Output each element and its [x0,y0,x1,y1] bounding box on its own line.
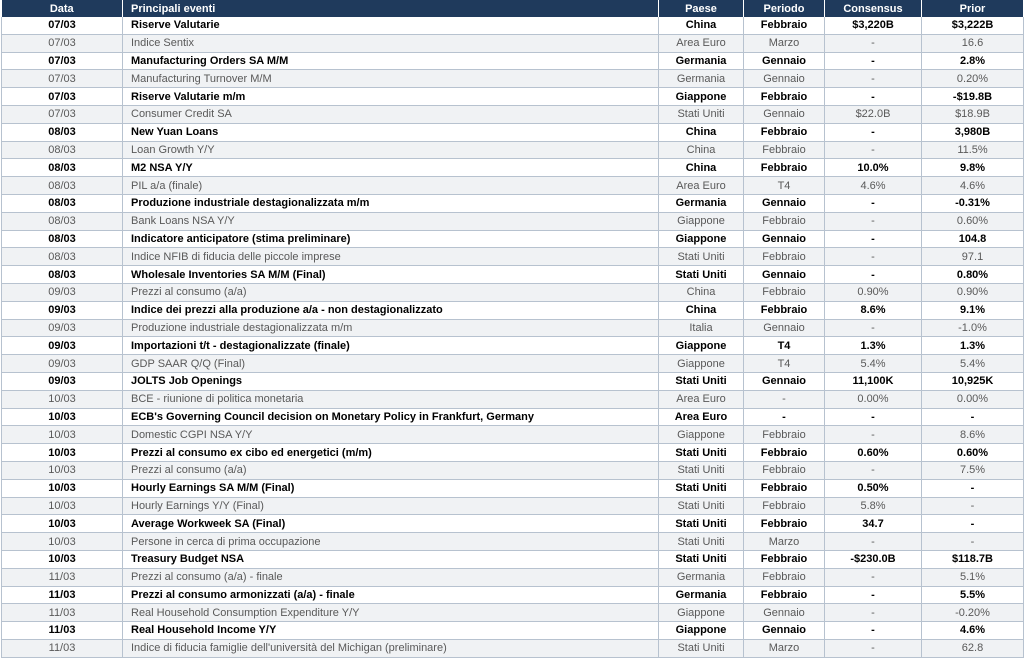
cell-period: Febbraio [744,497,825,515]
cell-event: GDP SAAR Q/Q (Final) [123,355,659,373]
cell-prior: 62.8 [922,639,1024,657]
cell-consensus: - [825,266,922,284]
cell-consensus: - [825,123,922,141]
cell-date: 10/03 [2,390,123,408]
cell-country: Area Euro [659,390,744,408]
cell-date: 07/03 [2,88,123,106]
cell-country: Stati Uniti [659,248,744,266]
cell-country: Stati Uniti [659,479,744,497]
cell-consensus: - [825,70,922,88]
table-row [2,426,1024,444]
cell-consensus: 0.60% [825,444,922,462]
cell-event: Manufacturing Turnover M/M [123,70,659,88]
cell-prior: - [922,408,1024,426]
cell-event: PIL a/a (finale) [123,177,659,195]
cell-event: Importazioni t/t - destagionalizzate (finale) [123,337,659,355]
cell-prior: -0.31% [922,194,1024,212]
cell-event: Consumer Credit SA [123,105,659,123]
header-period: Periodo [744,0,825,17]
cell-period: Febbraio [744,550,825,568]
cell-consensus: - [825,248,922,266]
cell-event: Loan Growth Y/Y [123,141,659,159]
cell-consensus: - [825,212,922,230]
cell-consensus: 0.00% [825,390,922,408]
table-row [2,622,1024,640]
cell-prior: 4.6% [922,622,1024,640]
cell-period: Febbraio [744,17,825,34]
cell-consensus: - [825,586,922,604]
cell-event: Real Household Income Y/Y [123,622,659,640]
cell-consensus: 0.50% [825,479,922,497]
cell-date: 08/03 [2,230,123,248]
cell-prior: -0.20% [922,604,1024,622]
table-row [2,639,1024,657]
cell-event: Indice Sentix [123,34,659,52]
cell-prior: 0.60% [922,212,1024,230]
table-row [2,461,1024,479]
cell-period: Gennaio [744,266,825,284]
cell-country: Area Euro [659,34,744,52]
header-country: Paese [659,0,744,17]
cell-consensus: - [825,622,922,640]
cell-date: 10/03 [2,444,123,462]
cell-event: Domestic CGPI NSA Y/Y [123,426,659,444]
cell-prior: -$19.8B [922,88,1024,106]
cell-consensus: - [825,52,922,70]
cell-consensus: 1.3% [825,337,922,355]
cell-period: T4 [744,355,825,373]
cell-period: Gennaio [744,230,825,248]
table-row [2,177,1024,195]
cell-consensus: - [825,34,922,52]
cell-period: Febbraio [744,301,825,319]
cell-event: Indice NFIB di fiducia delle piccole imprese [123,248,659,266]
cell-event: New Yuan Loans [123,123,659,141]
cell-date: 09/03 [2,319,123,337]
cell-prior: 0.60% [922,444,1024,462]
cell-event: Prezzi al consumo (a/a) - finale [123,568,659,586]
cell-consensus: - [825,194,922,212]
cell-event: BCE - riunione di politica monetaria [123,390,659,408]
cell-event: Prezzi al consumo (a/a) [123,283,659,301]
cell-event: Real Household Consumption Expenditure Y/Y [123,604,659,622]
table-row [2,550,1024,568]
cell-period: Febbraio [744,159,825,177]
economic-calendar-table [1,0,1024,658]
cell-period: Gennaio [744,319,825,337]
cell-prior: 104.8 [922,230,1024,248]
cell-prior: 5.4% [922,355,1024,373]
cell-date: 11/03 [2,604,123,622]
cell-prior: 9.1% [922,301,1024,319]
cell-period: - [744,408,825,426]
cell-event: Produzione industriale destagionalizzata m/m [123,319,659,337]
cell-period: Febbraio [744,568,825,586]
table-row [2,444,1024,462]
cell-date: 11/03 [2,622,123,640]
table-row [2,212,1024,230]
cell-date: 08/03 [2,123,123,141]
cell-prior: 10,925K [922,372,1024,390]
cell-period: Gennaio [744,604,825,622]
table-row [2,105,1024,123]
cell-consensus: - [825,533,922,551]
table-row [2,266,1024,284]
cell-country: Giappone [659,212,744,230]
cell-consensus: - [825,408,922,426]
cell-date: 08/03 [2,159,123,177]
table-row [2,515,1024,533]
table-row [2,390,1024,408]
cell-consensus: 0.90% [825,283,922,301]
cell-period: - [744,390,825,408]
cell-prior: 5.1% [922,568,1024,586]
cell-country: Germania [659,52,744,70]
cell-prior: - [922,515,1024,533]
cell-period: Marzo [744,34,825,52]
cell-prior: $118.7B [922,550,1024,568]
cell-period: Marzo [744,639,825,657]
cell-prior: 0.20% [922,70,1024,88]
table-row [2,301,1024,319]
table-row [2,283,1024,301]
cell-country: China [659,283,744,301]
cell-consensus: - [825,426,922,444]
cell-period: Gennaio [744,372,825,390]
cell-event: M2 NSA Y/Y [123,159,659,177]
cell-consensus: 34.7 [825,515,922,533]
table-row [2,372,1024,390]
cell-country: Area Euro [659,408,744,426]
cell-event: Manufacturing Orders SA M/M [123,52,659,70]
cell-country: Stati Uniti [659,497,744,515]
cell-date: 10/03 [2,515,123,533]
cell-consensus: - [825,141,922,159]
cell-event: Bank Loans NSA Y/Y [123,212,659,230]
cell-country: Giappone [659,426,744,444]
cell-date: 09/03 [2,372,123,390]
cell-event: Riserve Valutarie [123,17,659,34]
cell-country: Giappone [659,88,744,106]
cell-period: Febbraio [744,586,825,604]
cell-period: T4 [744,177,825,195]
cell-consensus: 10.0% [825,159,922,177]
cell-country: Area Euro [659,177,744,195]
table-row [2,17,1024,34]
table-row [2,230,1024,248]
cell-country: Giappone [659,355,744,373]
table-row [2,123,1024,141]
cell-period: T4 [744,337,825,355]
cell-period: Febbraio [744,444,825,462]
table-row [2,248,1024,266]
cell-country: Stati Uniti [659,515,744,533]
cell-event: Hourly Earnings Y/Y (Final) [123,497,659,515]
cell-consensus: -$230.0B [825,550,922,568]
cell-event: Prezzi al consumo armonizzati (a/a) - finale [123,586,659,604]
header-date: Data [2,0,123,17]
cell-consensus: 4.6% [825,177,922,195]
cell-event: Prezzi al consumo ex cibo ed energetici (m/m) [123,444,659,462]
header-row [2,0,1024,17]
cell-event: JOLTS Job Openings [123,372,659,390]
table-row [2,479,1024,497]
cell-date: 08/03 [2,266,123,284]
cell-consensus: - [825,461,922,479]
cell-date: 10/03 [2,408,123,426]
cell-period: Gennaio [744,194,825,212]
cell-country: Stati Uniti [659,105,744,123]
cell-prior: 1.3% [922,337,1024,355]
cell-prior: 8.6% [922,426,1024,444]
table-row [2,319,1024,337]
cell-event: Produzione industriale destagionalizzata m/m [123,194,659,212]
table-row [2,497,1024,515]
cell-event: Indicatore anticipatore (stima preliminare) [123,230,659,248]
cell-country: Stati Uniti [659,444,744,462]
cell-period: Gennaio [744,52,825,70]
header-event: Principali eventi [123,0,659,17]
cell-date: 11/03 [2,639,123,657]
cell-prior: 2.8% [922,52,1024,70]
cell-prior: 5.5% [922,586,1024,604]
cell-country: Germania [659,586,744,604]
cell-period: Febbraio [744,515,825,533]
cell-country: Germania [659,194,744,212]
cell-event: Riserve Valutarie m/m [123,88,659,106]
header-prior: Prior [922,0,1024,17]
cell-country: China [659,301,744,319]
cell-consensus: $22.0B [825,105,922,123]
table-row [2,34,1024,52]
cell-date: 07/03 [2,52,123,70]
cell-prior: 0.90% [922,283,1024,301]
cell-country: Giappone [659,230,744,248]
cell-country: Giappone [659,622,744,640]
cell-period: Gennaio [744,622,825,640]
cell-date: 09/03 [2,337,123,355]
cell-date: 07/03 [2,70,123,88]
cell-consensus: - [825,639,922,657]
cell-date: 07/03 [2,105,123,123]
cell-country: China [659,123,744,141]
cell-event: Prezzi al consumo (a/a) [123,461,659,479]
cell-prior: 9.8% [922,159,1024,177]
cell-consensus: - [825,568,922,586]
cell-period: Febbraio [744,461,825,479]
cell-prior: 3,980B [922,123,1024,141]
cell-consensus: - [825,319,922,337]
table-row [2,604,1024,622]
table-header [2,0,1024,17]
cell-event: Hourly Earnings SA M/M (Final) [123,479,659,497]
cell-prior: -1.0% [922,319,1024,337]
cell-date: 11/03 [2,586,123,604]
cell-date: 08/03 [2,141,123,159]
cell-period: Febbraio [744,248,825,266]
cell-consensus: - [825,88,922,106]
cell-date: 10/03 [2,479,123,497]
table-row [2,141,1024,159]
cell-date: 08/03 [2,248,123,266]
cell-period: Febbraio [744,426,825,444]
cell-event: Indice di fiducia famiglie dell'università del Michigan (preliminare) [123,639,659,657]
cell-country: Stati Uniti [659,266,744,284]
cell-date: 09/03 [2,283,123,301]
table-row [2,88,1024,106]
cell-period: Febbraio [744,479,825,497]
cell-period: Marzo [744,533,825,551]
cell-date: 10/03 [2,533,123,551]
cell-event: Indice dei prezzi alla produzione a/a - non destagionalizzato [123,301,659,319]
cell-event: Persone in cerca di prima occupazione [123,533,659,551]
cell-consensus: 5.8% [825,497,922,515]
cell-prior: 11.5% [922,141,1024,159]
cell-prior: 0.00% [922,390,1024,408]
table-body [2,17,1024,657]
cell-event: Average Workweek SA (Final) [123,515,659,533]
cell-country: China [659,17,744,34]
cell-consensus: 5.4% [825,355,922,373]
table-row [2,568,1024,586]
cell-country: Stati Uniti [659,533,744,551]
cell-country: Giappone [659,337,744,355]
cell-prior: - [922,533,1024,551]
cell-prior: 97.1 [922,248,1024,266]
cell-date: 08/03 [2,194,123,212]
cell-country: Stati Uniti [659,639,744,657]
cell-consensus: 8.6% [825,301,922,319]
cell-country: Germania [659,70,744,88]
cell-country: Germania [659,568,744,586]
cell-period: Febbraio [744,212,825,230]
cell-date: 10/03 [2,497,123,515]
cell-country: China [659,159,744,177]
table-row [2,194,1024,212]
cell-period: Febbraio [744,88,825,106]
cell-prior: 7.5% [922,461,1024,479]
cell-date: 09/03 [2,355,123,373]
cell-period: Gennaio [744,70,825,88]
cell-consensus: 11,100K [825,372,922,390]
cell-prior: - [922,479,1024,497]
cell-prior: 16.6 [922,34,1024,52]
table-row [2,52,1024,70]
table-row [2,355,1024,373]
cell-country: Giappone [659,604,744,622]
cell-date: 07/03 [2,17,123,34]
cell-period: Gennaio [744,105,825,123]
cell-prior: 4.6% [922,177,1024,195]
cell-date: 10/03 [2,550,123,568]
cell-prior: $3,222B [922,17,1024,34]
cell-event: Wholesale Inventories SA M/M (Final) [123,266,659,284]
cell-prior: 0.80% [922,266,1024,284]
cell-event: Treasury Budget NSA [123,550,659,568]
cell-period: Febbraio [744,283,825,301]
cell-date: 10/03 [2,426,123,444]
cell-consensus: - [825,230,922,248]
cell-date: 10/03 [2,461,123,479]
table-row [2,586,1024,604]
cell-date: 09/03 [2,301,123,319]
cell-country: Stati Uniti [659,372,744,390]
cell-date: 11/03 [2,568,123,586]
cell-country: Stati Uniti [659,550,744,568]
table-row [2,70,1024,88]
table-row [2,337,1024,355]
cell-consensus: $3,220B [825,17,922,34]
cell-country: China [659,141,744,159]
table-row [2,159,1024,177]
cell-period: Febbraio [744,123,825,141]
cell-period: Febbraio [744,141,825,159]
header-consensus: Consensus [825,0,922,17]
cell-date: 08/03 [2,212,123,230]
cell-consensus: - [825,604,922,622]
cell-country: Italia [659,319,744,337]
table-row [2,533,1024,551]
cell-country: Stati Uniti [659,461,744,479]
cell-date: 08/03 [2,177,123,195]
cell-prior: $18.9B [922,105,1024,123]
cell-date: 07/03 [2,34,123,52]
cell-prior: - [922,497,1024,515]
table-row [2,408,1024,426]
cell-event: ECB's Governing Council decision on Monetary Policy in Frankfurt, Germany [123,408,659,426]
